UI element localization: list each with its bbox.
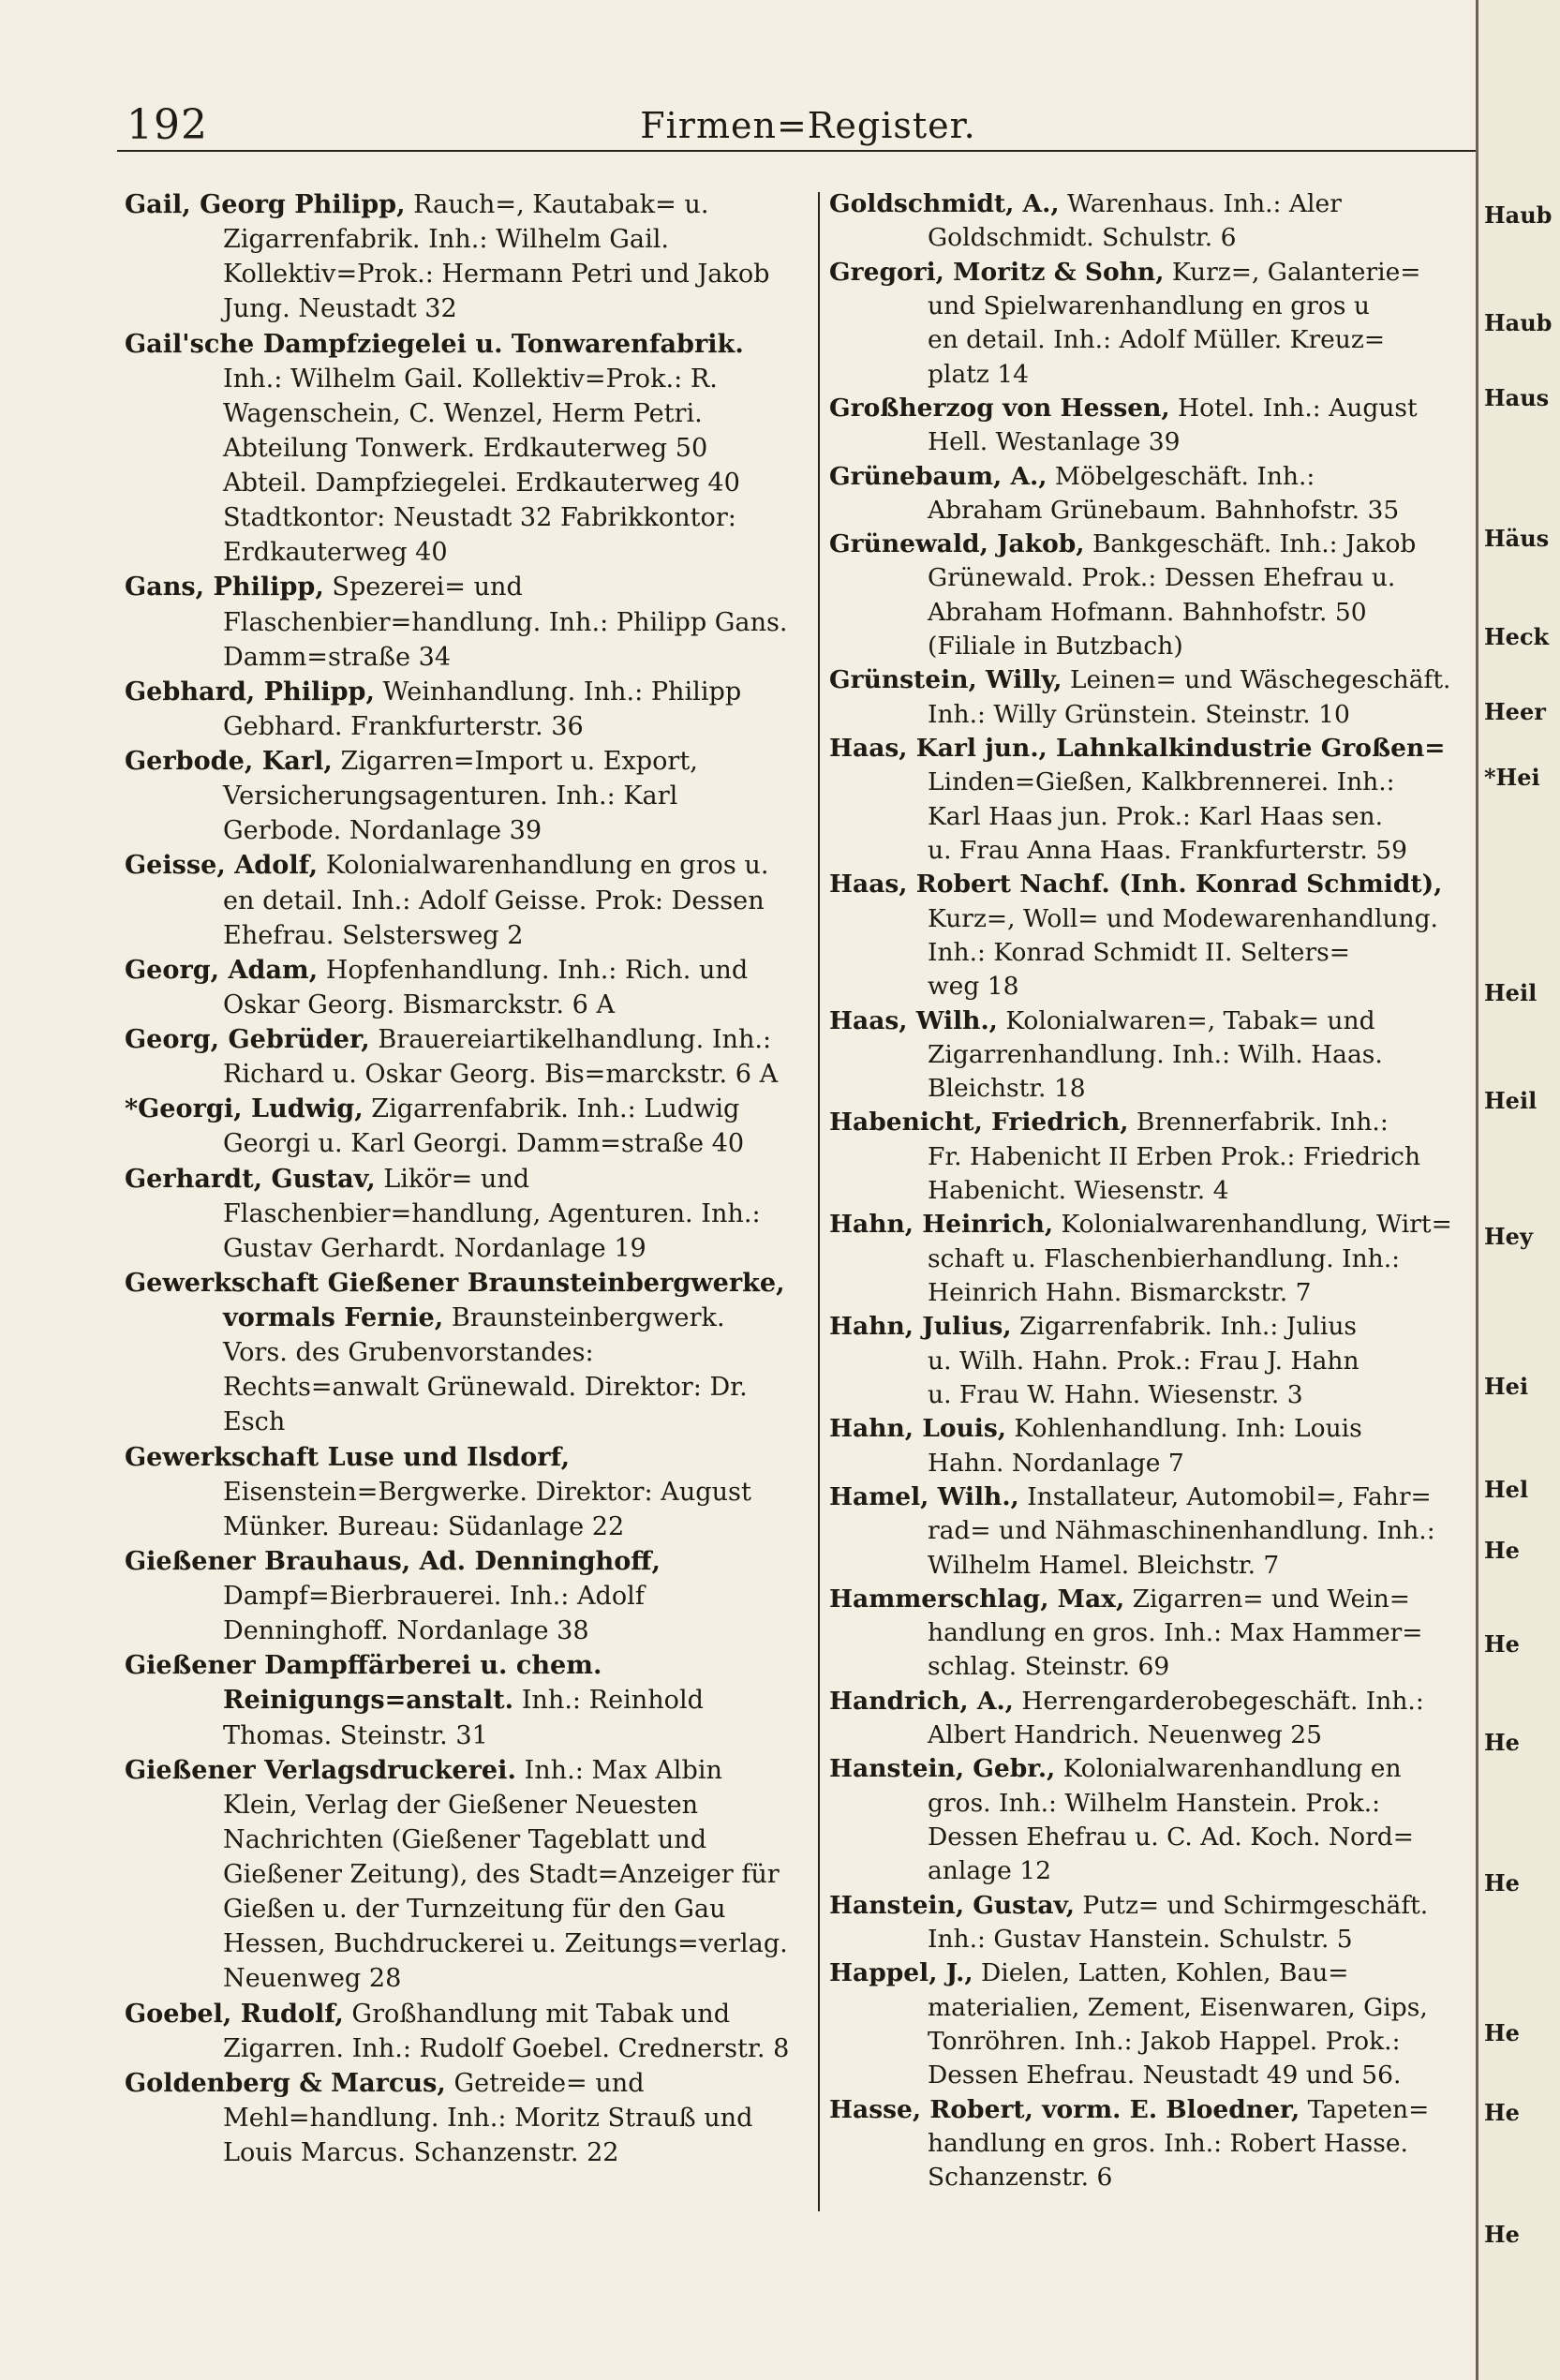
firm-details: Brauereiartikelhandlung. Inh.: Richard u. Oskar Georg. Bis=marckstr. 6 A [223, 1025, 779, 1090]
directory-entry [125, 570, 795, 674]
firm-name: Hanstein, Gustav, [829, 1890, 1075, 1920]
directory-entry [829, 1412, 1476, 1480]
firm-name: Haas, Robert Nachf. (Inh. Konrad Schmidt), [829, 870, 1443, 900]
firm-details: Inh.: Reinhold Thomas. Steinstr. 31 [223, 1686, 704, 1750]
running-head: Firmen=Register. [640, 105, 976, 146]
firm-details: Warenhaus. Inh.: Aler Goldschmidt. Schulstr. 6 [928, 189, 1342, 253]
firm-name: Gebhard, Philipp, [125, 677, 375, 707]
directory-entry [829, 1480, 1476, 1583]
directory-entry [125, 1997, 795, 2066]
edge-fragment: Haub [1484, 201, 1553, 229]
directory-entry [125, 2066, 795, 2170]
firm-name: Handrich, A., [829, 1686, 1014, 1716]
edge-fragment: Heil [1484, 1087, 1538, 1114]
firm-name: Hasse, Robert, vorm. E. Bloedner, [829, 2094, 1300, 2124]
firm-name: Gail'sche Dampfziegelei u. Tonwarenfabrik. [125, 329, 744, 359]
directory-entry [125, 1544, 795, 1648]
firm-name: Hammerschlag, Max, [829, 1584, 1125, 1614]
firm-name: Gießener Brauhaus, Ad. Denninghoff, [125, 1546, 661, 1576]
edge-fragment: He [1484, 1869, 1520, 1897]
directory-entry [829, 1752, 1476, 1888]
firm-name: *Georgi, Ludwig, [125, 1094, 364, 1124]
directory-entry [829, 1889, 1476, 1957]
firm-details: Hotel. Inh.: August Hell. Westanlage 39 [928, 393, 1418, 457]
edge-fragment: Heck [1484, 623, 1550, 650]
firm-name: Grünebaum, A., [829, 461, 1047, 491]
firm-details: Bankgeschäft. Inh.: Jakob Grünewald. Prok.: Dessen Ehefrau u. Abraham Hofmann. Bahnhofstr. 50 (Filiale in Butzbach) [928, 529, 1417, 662]
directory-entry [125, 1753, 795, 1997]
directory-entry [829, 460, 1476, 528]
firm-name: Gerbode, Karl, [125, 747, 333, 776]
edge-fragment: He [1484, 2221, 1520, 2248]
firm-details: Zigarren=Import u. Export, Versicherungsagenturen. Inh.: Karl Gerbode. Nordanlage 39 [223, 747, 698, 846]
firm-name: Gail, Georg Philipp, [125, 190, 406, 219]
firm-details: Getreide= und Mehl=handlung. Inh.: Moritz Strauß und Louis Marcus. Schanzenstr. 22 [223, 2068, 753, 2167]
edge-fragment: Hei [1484, 1373, 1529, 1400]
firm-name: Goldschmidt, A., [829, 189, 1060, 218]
firm-name: Goldenberg & Marcus, [125, 2068, 446, 2098]
directory-entry [125, 1092, 795, 1161]
firm-name: Georg, Adam, [125, 955, 319, 985]
firm-name: Grünstein, Willy, [829, 665, 1062, 695]
firm-name: Haas, Wilh., [829, 1005, 998, 1035]
firm-details: Kurz=, Galanterie= und Spielwarenhandlung en gros u en detail. Inh.: Adolf Müller. Kreuz= platz 14 [928, 257, 1421, 389]
firm-details: Likör= und Flaschenbier=handlung, Agenturen. Inh.: Gustav Gerhardt. Nordanlage 19 [223, 1164, 761, 1263]
directory-entry [829, 392, 1476, 460]
firm-name: Geisse, Adolf, [125, 851, 319, 881]
firm-name: Georg, Gebrüder, [125, 1025, 370, 1054]
firm-name: Großherzog von Hessen, [829, 393, 1170, 423]
edge-fragment: Häus [1484, 525, 1550, 552]
firm-name: Gans, Philipp, [125, 573, 324, 602]
directory-entry [125, 744, 795, 848]
firm-details: Dampf=Bierbrauerei. Inh.: Adolf Denninghoff. Nordanlage 38 [223, 1582, 645, 1646]
directory-entry [829, 187, 1476, 256]
directory-entry [829, 1685, 1476, 1753]
firm-details: Kohlenhandlung. Inh: Louis Hahn. Nordanlage 7 [928, 1414, 1362, 1478]
firm-details: Brennerfabrik. Inh.: Fr. Habenicht II Erben Prok.: Friedrich Habenicht. Wiesenstr. 4 [928, 1108, 1421, 1206]
right-column [829, 187, 1476, 2194]
directory-entry [125, 1162, 795, 1266]
directory-entry [829, 528, 1476, 663]
firm-details: Tapeten= handlung en gros. Inh.: Robert Hasse. Schanzenstr. 6 [928, 2094, 1430, 2193]
firm-details: Spezerei= und Flaschenbier=handlung. Inh.: Philipp Gans. Damm=straße 34 [223, 573, 788, 672]
page-number: 192 [126, 101, 208, 149]
firm-name: Habenicht, Friedrich, [829, 1108, 1129, 1138]
directory-entry [125, 327, 795, 571]
directory-entry [125, 1022, 795, 1092]
firm-name: Haas, Karl jun., Lahnkalkindustrie Großen= [829, 734, 1446, 763]
column-divider [818, 192, 820, 2211]
directory-entry [829, 868, 1476, 1004]
edge-fragment: *Hei [1484, 764, 1540, 791]
firm-name: Gregori, Moritz & Sohn, [829, 257, 1165, 287]
firm-name: Hamel, Wilh., [829, 1481, 1019, 1511]
firm-details: Kolonialwarenhandlung, Wirt= schaft u. Flaschenbierhandlung. Inh.: Heinrich Hahn. Bismarckstr. 7 [928, 1210, 1452, 1307]
firm-details: Kolonialwaren=, Tabak= und Zigarrenhandlung. Inh.: Wilh. Haas. Bleichstr. 18 [928, 1005, 1383, 1104]
firm-details: Installateur, Automobil=, Fahr= rad= und Nähmaschinenhandlung. Inh.: Wilhelm Hamel. Bleichstr. 7 [928, 1481, 1435, 1580]
directory-entry [125, 848, 795, 952]
firm-name: Gießener Verlagsdruckerei. [125, 1755, 516, 1785]
firm-name: Goebel, Rudolf, [125, 1999, 344, 2029]
next-page-edge [1476, 0, 1560, 2380]
edge-fragment: He [1484, 2019, 1520, 2046]
firm-name: Gewerkschaft Gießener Braunsteinbergwerke, vormals Fernie, [125, 1268, 785, 1332]
firm-details: Dielen, Latten, Kohlen, Bau= materialien, Zement, Eisenwaren, Gips, Tonröhren. Inh.: Jakob Happel. Prok.: Dessen Ehefrau. Neustadt 49 und 56. [928, 1958, 1428, 2090]
firm-details: Kurz=, Woll= und Modewarenhandlung. Inh.: Konrad Schmidt II. Selters= weg 18 [928, 903, 1438, 1002]
firm-details: Linden=Gießen, Kalkbrennerei. Inh.: Karl Haas jun. Prok.: Karl Haas sen. u. Frau Anna Haas. Frankfurterstr. 59 [928, 767, 1408, 865]
directory-entry [829, 732, 1476, 868]
firm-name: Gewerkschaft Luse und Ilsdorf, [125, 1442, 571, 1472]
firm-details: Weinhandlung. Inh.: Philipp Gebhard. Frankfurterstr. 36 [223, 677, 742, 741]
header-rule [117, 150, 1476, 152]
directory-entry [125, 675, 795, 744]
firm-details: Inh.: Max Albin Klein, Verlag der Gießener Neuesten Nachrichten (Gießener Tageblatt und Gießener Zeitung), des Stadt=Anzeiger für Gießen u. der Turnzeitung für den Gau Hessen, Buchdruckerei u. Zeitungs=verlag. Neuenweg 28 [223, 1755, 788, 1994]
directory-entry [829, 256, 1476, 392]
edge-fragment: Haus [1484, 384, 1550, 411]
edge-fragment: Heil [1484, 979, 1538, 1006]
directory-entry [829, 1208, 1476, 1310]
directory-entry [125, 953, 795, 1022]
firm-details: Zigarrenfabrik. Inh.: Ludwig Georgi u. Karl Georgi. Damm=straße 40 [223, 1094, 745, 1159]
firm-details: Möbelgeschäft. Inh.: Abraham Grünebaum. Bahnhofstr. 35 [928, 461, 1400, 525]
firm-details: Herrengarderobegeschäft. Inh.: Albert Handrich. Neuenweg 25 [928, 1686, 1424, 1750]
firm-name: Gerhardt, Gustav, [125, 1164, 376, 1194]
directory-entry [125, 187, 795, 327]
firm-name: Hanstein, Gebr., [829, 1754, 1056, 1784]
firm-details: Inh.: Wilhelm Gail. Kollektiv=Prok.: R. Wagenschein, C. Wenzel, Herm Petri. Abteilung Tonwerk. Erdkauterweg 50 Abteil. Dampfziegelei. Erdkauterweg 40 Stadtkontor: Neustadt 32 Fabrikkontor: Erdkauterweg 40 [223, 364, 740, 568]
edge-fragment: He [1484, 1630, 1520, 1658]
firm-details: Kolonialwarenhandlung en gros u. en detail. Inh.: Adolf Geisse. Prok: Dessen Ehefrau. Selstersweg 2 [223, 851, 769, 950]
firm-name: Hahn, Heinrich, [829, 1210, 1054, 1240]
directory-entry [829, 663, 1476, 732]
firm-details: Leinen= und Wäschegeschäft. Inh.: Willy Grünstein. Steinstr. 10 [928, 665, 1451, 729]
directory-entry [829, 1004, 1476, 1107]
firm-details: Eisenstein=Bergwerke. Direktor: August Münker. Bureau: Südanlage 22 [223, 1477, 751, 1541]
edge-fragment: He [1484, 1537, 1520, 1564]
directory-entry [829, 1106, 1476, 1208]
firm-name: Happel, J., [829, 1958, 973, 1988]
firm-name: Hahn, Julius, [829, 1312, 1012, 1342]
firm-name: Hahn, Louis, [829, 1414, 1006, 1444]
firm-details: Hopfenhandlung. Inh.: Rich. und Oskar Georg. Bismarckstr. 6 A [223, 955, 749, 1019]
directory-entry [125, 1266, 795, 1440]
left-column [125, 187, 795, 2170]
firm-name: Grünewald, Jakob, [829, 529, 1085, 559]
edge-fragment: He [1484, 2099, 1520, 2126]
firm-details: Großhandlung mit Tabak und Zigarren. Inh.: Rudolf Goebel. Crednerstr. 8 [223, 1999, 790, 2063]
firm-details: Putz= und Schirmgeschäft. Inh.: Gustav Hanstein. Schulstr. 5 [928, 1890, 1429, 1954]
edge-fragment: Hey [1484, 1223, 1533, 1250]
firm-details: Zigarrenfabrik. Inh.: Julius u. Wilh. Hahn. Prok.: Frau J. Hahn u. Frau W. Hahn. Wiesenstr. 3 [928, 1312, 1359, 1409]
edge-fragment: He [1484, 1729, 1520, 1756]
directory-entry [829, 1956, 1476, 2092]
firm-details: Braunsteinbergwerk. Vors. des Grubenvorstandes: Rechts=anwalt Grünewald. Direktor: Dr. Esch [223, 1303, 748, 1437]
directory-entry [829, 2093, 1476, 2195]
firm-details: Zigarren= und Wein= handlung en gros. Inh.: Max Hammer= schlag. Steinstr. 69 [928, 1584, 1423, 1682]
firm-name: Gießener Dampffärberei u. chem. Reinigungs=anstalt. [125, 1651, 602, 1716]
edge-fragment: Hel [1484, 1476, 1529, 1503]
directory-entry [829, 1583, 1476, 1685]
directory-entry [125, 1440, 795, 1544]
edge-fragment: Haub [1484, 309, 1553, 336]
directory-entry [829, 1310, 1476, 1412]
directory-entry [125, 1648, 795, 1752]
edge-fragment: Heer [1484, 698, 1546, 725]
firm-details: Kolonialwarenhandlung en gros. Inh.: Wilhelm Hanstein. Prok.: Dessen Ehefrau u. C. Ad. Koch. Nord= anlage 12 [928, 1754, 1414, 1886]
firm-details: Rauch=, Kautabak= u. Zigarrenfabrik. Inh.: Wilhelm Gail. Kollektiv=Prok.: Hermann Petri und Jakob Jung. Neustadt 32 [223, 190, 770, 324]
